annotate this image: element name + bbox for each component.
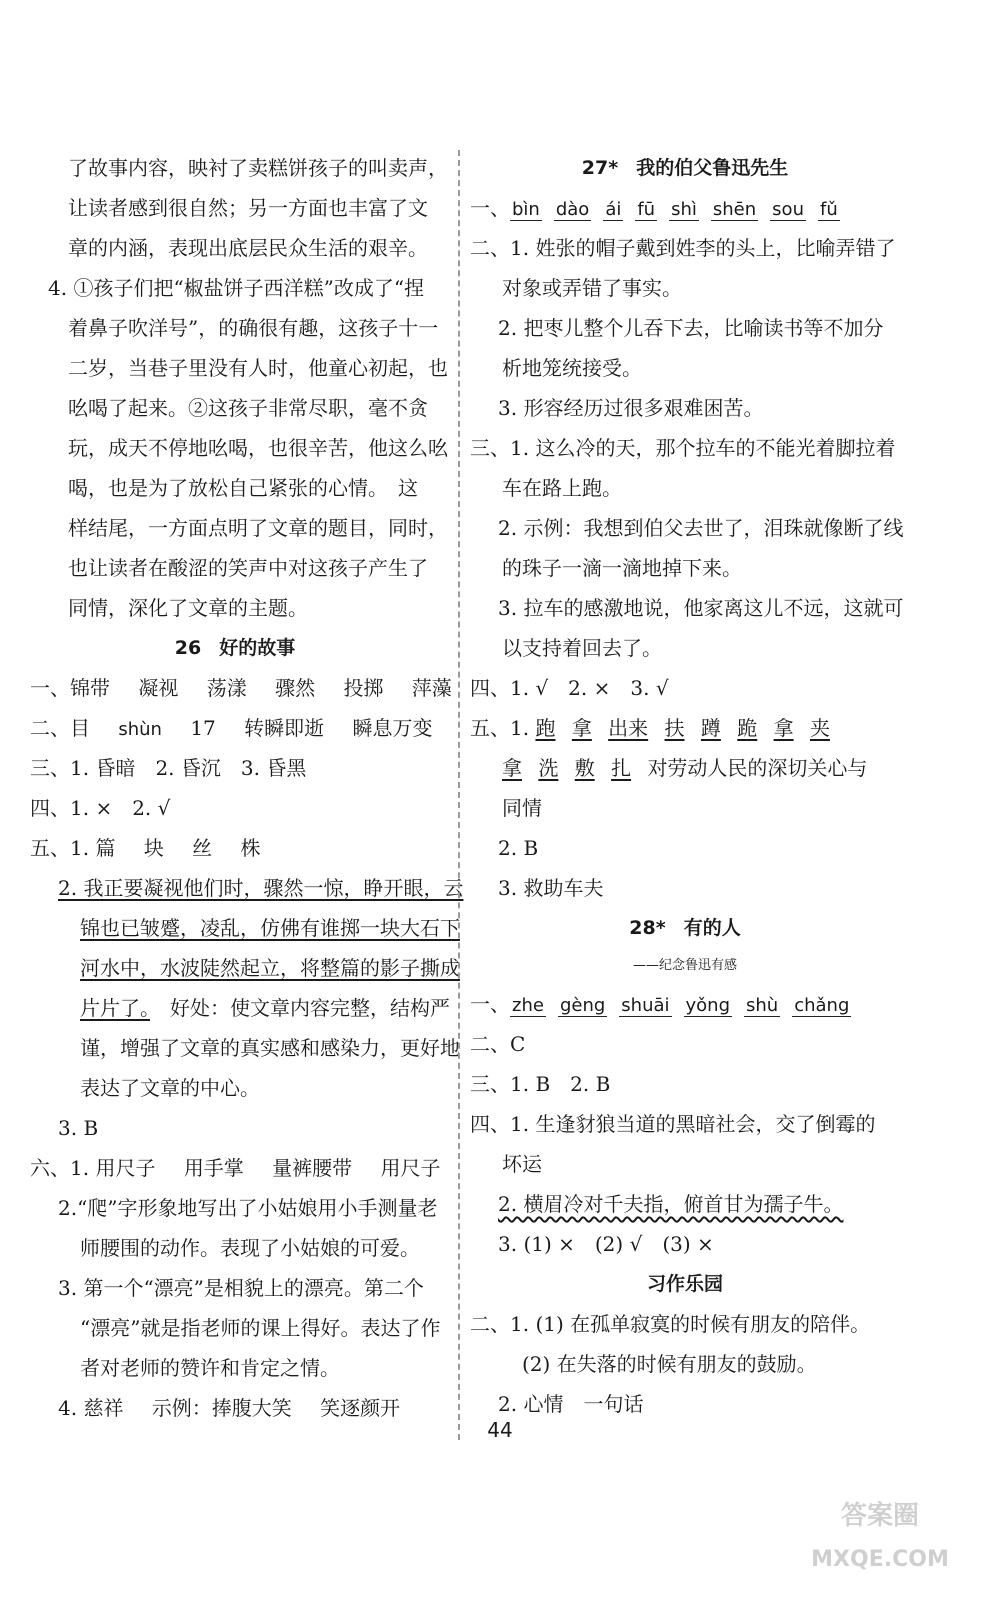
word: 拿 bbox=[571, 716, 592, 740]
word: 五、1. 篇 bbox=[30, 836, 116, 860]
answer-line: 三、1. 这么冷的天，那个拉车的不能光着脚拉着 bbox=[470, 436, 896, 460]
answer-line: 2. 把枣儿整个儿吞下去，比喻读书等不加分 bbox=[498, 316, 884, 340]
word: 跑 bbox=[535, 716, 556, 740]
lesson-27-title bbox=[470, 148, 900, 188]
word: 4. 慈祥 bbox=[58, 1396, 124, 1420]
answer-line: 四、1. 生逢豺狼当道的黑暗社会，交了倒霉的 bbox=[470, 1112, 876, 1136]
pinyin: sou bbox=[772, 199, 804, 220]
text: 对劳动人民的深切关心与 bbox=[647, 756, 868, 780]
pinyin: dào bbox=[555, 199, 590, 220]
pinyin: gèng bbox=[559, 995, 606, 1016]
answer-line: 四、1. × 2. √ bbox=[30, 796, 171, 820]
text-line: 者对老师的赞许和肯定之情。 bbox=[80, 1356, 340, 1380]
underlined-text: 片片了。 bbox=[80, 996, 150, 1020]
word: 拿 bbox=[502, 756, 522, 780]
text-line: 玩，成天不停地吆喝，也很辛苦，他这么吆 bbox=[68, 436, 448, 460]
answer-line: 2. 示例：我想到伯父去世了，泪珠就像断了线 bbox=[498, 516, 904, 540]
section-title: 习作乐园 bbox=[646, 1273, 723, 1295]
word: 投掷 bbox=[343, 676, 384, 700]
word: 萍藻 bbox=[411, 676, 452, 700]
answer-line: 3. B bbox=[58, 1116, 99, 1140]
word: 六、1. 用尺子 bbox=[30, 1156, 156, 1180]
answer-line bbox=[470, 708, 900, 748]
answer-line bbox=[470, 984, 900, 1024]
lesson-title: 我的伯父鲁迅先生 bbox=[636, 157, 789, 179]
pinyin: ái bbox=[605, 199, 622, 220]
pinyin: fǔ bbox=[819, 199, 838, 220]
text-line: 着鼻子吹洋号”，的确很有趣，这孩子十一 bbox=[68, 316, 439, 340]
pinyin: bìn bbox=[512, 199, 540, 220]
answer-line: 3. 救助车夫 bbox=[498, 876, 604, 900]
word: 株 bbox=[240, 836, 261, 860]
word: 敷 bbox=[574, 756, 595, 780]
page-number: 44 bbox=[487, 1418, 513, 1442]
right-column bbox=[470, 148, 904, 1424]
word: 转瞬即逝 bbox=[244, 716, 325, 740]
answer-line: 2.“爬”字形象地写出了小姑娘用小手测量老 bbox=[58, 1196, 438, 1220]
pinyin: yǒng bbox=[685, 995, 731, 1016]
pinyin: shì bbox=[671, 199, 697, 220]
wavy-underlined-text: 2. 横眉冷对千夫指，俯首甘为孺子牛。 bbox=[498, 1192, 844, 1216]
text-line: 的珠子一滴一滴地掉下来。 bbox=[502, 556, 742, 580]
answer-line: 三、1. 昏暗 2. 昏沉 3. 昏黑 bbox=[30, 756, 307, 780]
text: 好处：使文章内容完整，结构严 bbox=[150, 996, 450, 1020]
text-line: 对象或弄错了事实。 bbox=[502, 276, 682, 300]
word: 扎 bbox=[611, 756, 632, 780]
text-line: 了故事内容，映衬了卖糕饼孩子的叫卖声， bbox=[68, 156, 448, 180]
answer-line: 二、1. (1) 在孤单寂寞的时候有朋友的陪伴。 bbox=[470, 1312, 871, 1336]
word: 夹 bbox=[809, 716, 830, 740]
text-line: 析地笼统接受。 bbox=[502, 356, 642, 380]
text-line: 也让读者在酸涩的笑声中对这孩子产生了 bbox=[68, 556, 428, 580]
lesson-title: 好的故事 bbox=[219, 637, 296, 659]
item-prefix: 一、 bbox=[470, 196, 510, 220]
text-line: 喝，也是为了放松自己紧张的心情。 这 bbox=[68, 476, 418, 500]
word: 扶 bbox=[664, 716, 685, 740]
answer-line: 2. B bbox=[498, 836, 539, 860]
answer-line bbox=[470, 748, 900, 788]
item-prefix: 五、1. bbox=[470, 716, 530, 740]
underlined-line: 2. 我正要凝视他们时，骤然一惊，睁开眼，云 bbox=[58, 876, 464, 900]
text-line: 师腰围的动作。表现了小姑娘的可爱。 bbox=[80, 1236, 420, 1260]
column-divider bbox=[458, 150, 460, 1440]
answer-line: 2. 心情 一句话 bbox=[498, 1392, 644, 1416]
watermark-url: MXQE.COM bbox=[811, 1547, 949, 1572]
answer-line: 三、1. B 2. B bbox=[470, 1072, 611, 1096]
word: 一、锦带 bbox=[30, 676, 110, 700]
text-line: 表达了文章的中心。 bbox=[80, 1076, 260, 1100]
answer-line: 二、C bbox=[470, 1032, 526, 1056]
answer-line: 3. (1) × (2) √ (3) × bbox=[498, 1232, 714, 1256]
word: 荡漾 bbox=[206, 676, 247, 700]
word: 拿 bbox=[773, 716, 794, 740]
pinyin: shuāi bbox=[621, 995, 670, 1016]
pinyin: zhe bbox=[512, 995, 544, 1016]
answer-line bbox=[470, 1184, 900, 1224]
word: 凝视 bbox=[138, 676, 179, 700]
pinyin: shēn bbox=[712, 199, 757, 220]
word: 洗 bbox=[538, 756, 559, 780]
answer-line: 3. 拉车的感激地说，他家离这儿不远，这就可 bbox=[498, 596, 904, 620]
word: 17 bbox=[190, 716, 216, 740]
text-line bbox=[30, 988, 450, 1028]
lesson-number: 26 bbox=[174, 637, 202, 659]
answer-line: 3. 第一个“漂亮”是相貌上的漂亮。第二个 bbox=[58, 1276, 424, 1300]
word: 示例：捧腹大笑 bbox=[151, 1396, 292, 1420]
answer-line: 四、1. √ 2. × 3. √ bbox=[470, 676, 669, 700]
lesson-number: 27* bbox=[581, 157, 619, 179]
pinyin: chǎng bbox=[794, 995, 850, 1016]
text-line: 以支持着回去了。 bbox=[502, 636, 662, 660]
answer-line bbox=[30, 828, 440, 868]
watermark-logo bbox=[780, 1494, 980, 1594]
answer-line bbox=[30, 1148, 440, 1188]
text-line: 章的内涵，表现出底层民众生活的艰辛。 bbox=[68, 236, 428, 260]
answer-line: 二、1. 姓张的帽子戴到姓李的头上，比喻弄错了 bbox=[470, 236, 896, 260]
answer-line: 3. 形容经历过很多艰难困苦。 bbox=[498, 396, 764, 420]
pinyin: fū bbox=[637, 199, 656, 220]
word: 量裤腰带 bbox=[272, 1156, 353, 1180]
text-line: 同情，深化了文章的主题。 bbox=[68, 596, 308, 620]
item-prefix: 一、 bbox=[470, 992, 510, 1016]
pinyin: shùn bbox=[118, 719, 162, 740]
text-line: 二岁，当巷子里没有人时，他童心初起，也 bbox=[68, 356, 448, 380]
word: 丝 bbox=[192, 836, 213, 860]
word: 用尺子 bbox=[380, 1156, 441, 1180]
word: 骤然 bbox=[275, 676, 316, 700]
text-line: 谨，增强了文章的真实感和感染力，更好地 bbox=[80, 1036, 460, 1060]
underlined-line: 锦也已皱蹙，凌乱，仿佛有谁掷一块大石下 bbox=[80, 916, 460, 940]
pinyin: shù bbox=[746, 995, 779, 1016]
word: 跪 bbox=[737, 716, 758, 740]
text-line: 同情 bbox=[502, 796, 542, 820]
text-line: “漂亮”就是指老师的课上得好。表达了作 bbox=[80, 1316, 441, 1340]
answer-line: 4. ①孩子们把“椒盐饼子西洋糕”改成了“捏 bbox=[48, 276, 425, 300]
word: 出来 bbox=[608, 716, 649, 740]
word: 瞬息万变 bbox=[352, 716, 433, 740]
answer-line bbox=[30, 668, 452, 708]
word: 蹲 bbox=[700, 716, 721, 740]
word: 笑逐颜开 bbox=[320, 1396, 401, 1420]
lesson-26-title bbox=[30, 628, 440, 668]
lesson-title: 有的人 bbox=[683, 917, 741, 939]
text-line: 坏运 bbox=[502, 1152, 542, 1176]
lesson-28-title bbox=[470, 908, 900, 948]
answer-line bbox=[470, 188, 900, 228]
answer-line: (2) 在失落的时候有朋友的鼓励。 bbox=[522, 1352, 817, 1376]
watermark-text: 答案圈 bbox=[840, 1501, 919, 1531]
text-line: 吆喝了起来。②这孩子非常尽职，毫不贪 bbox=[68, 396, 428, 420]
text-line: 样结尾，一方面点明了文章的题目，同时， bbox=[68, 516, 448, 540]
text-line: 车在路上跑。 bbox=[502, 476, 622, 500]
word: 二、目 bbox=[30, 716, 90, 740]
underlined-line: 河水中，水波陡然起立，将整篇的影子撕成 bbox=[80, 956, 460, 980]
text-line: 让读者感到很自然；另一方面也丰富了文 bbox=[68, 196, 428, 220]
lesson-subtitle: ——纪念鲁迅有感 bbox=[632, 958, 737, 973]
word: 块 bbox=[143, 836, 164, 860]
left-column bbox=[30, 148, 464, 1428]
word: 用手掌 bbox=[183, 1156, 244, 1180]
answer-line bbox=[30, 708, 440, 748]
lesson-number: 28* bbox=[629, 917, 666, 939]
